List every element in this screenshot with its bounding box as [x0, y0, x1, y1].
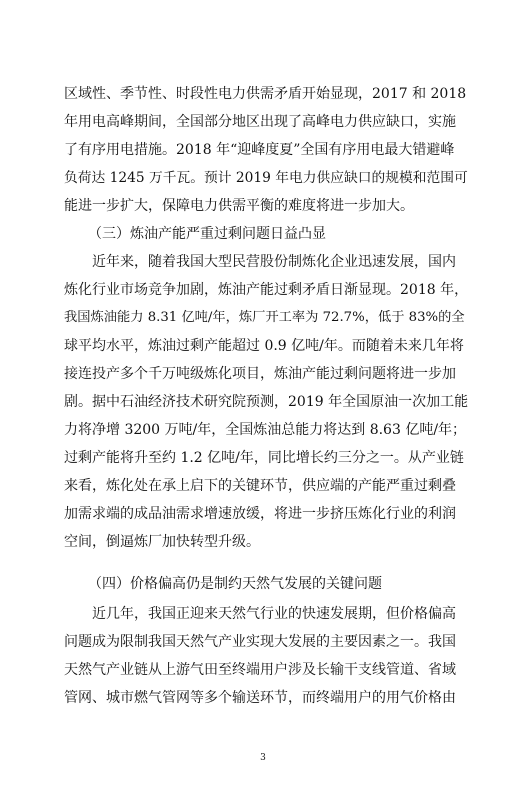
text-line: 空间，倒逼炼厂加快转型升级。 — [64, 534, 260, 550]
text-line: 接连投产多个千万吨级炼化项目，炼油产能过剩问题将进一步加 — [64, 366, 456, 382]
text-line: 我国炼油能力 8.31 亿吨/年，炼厂开工率为 72.7%，低于 83%的全 — [64, 310, 465, 325]
text-line: 能进一步扩大，保障电力供需平衡的难度将进一步加大。 — [64, 198, 414, 214]
section-heading-refining-overcapacity: （三）炼油产能严重过剩问题日益凸显 — [88, 226, 326, 242]
text-line: 过剩产能将升至约 1.2 亿吨/年，同比增长约三分之一。从产业链 — [64, 450, 464, 466]
text-line: 天然气产业链从上游气田至终端用户涉及长输干支线管道、省域 — [64, 662, 456, 678]
text-line: 近年来，随着我国大型民营股份制炼化企业迅速发展，国内 — [92, 254, 456, 270]
text-line: 问题成为限制我国天然气产业实现大发展的主要因素之一。我国 — [64, 634, 456, 650]
text-line: 了有序用电措施。2018 年“迎峰度夏”全国有序用电最大错避峰 — [64, 142, 455, 158]
text-line: 负荷达 1245 万千瓦。预计 2019 年电力供应缺口的规模和范围可 — [64, 170, 468, 186]
page-number: 3 — [260, 753, 266, 763]
text-line: 炼化行业市场竞争加剧，炼油产能过剩矛盾日渐显现。2018 年， — [64, 282, 469, 298]
text-line: 加需求端的成品油需求增速放缓，将进一步挤压炼化行业的利润 — [64, 506, 456, 522]
text-line: 力将净增 3200 万吨/年，全国炼油总能力将达到 8.63 亿吨/年； — [64, 422, 467, 438]
section-heading-gas-price: （四）价格偏高仍是制约天然气发展的关键问题 — [88, 576, 382, 592]
text-line: 区域性、季节性、时段性电力供需矛盾开始显现，2017 和 2018 — [64, 86, 467, 102]
text-line: 管网、城市燃气管网等多个输送环节，而终端用户的用气价格由 — [64, 690, 456, 706]
text-line: 近几年，我国正迎来天然气行业的快速发展期，但价格偏高 — [92, 606, 456, 622]
text-line: 来看，炼化处在承上启下的关键环节，供应端的产能严重过剩叠 — [64, 478, 456, 494]
text-line: 剧。据中石油经济技术研究院预测，2019 年全国原油一次加工能 — [64, 394, 469, 410]
text-line: 年用电高峰期间，全国部分地区出现了高峰电力供应缺口，实施 — [64, 114, 456, 130]
text-line: 球平均水平，炼油过剩产能超过 0.9 亿吨/年。而随着未来几年将 — [64, 338, 464, 354]
